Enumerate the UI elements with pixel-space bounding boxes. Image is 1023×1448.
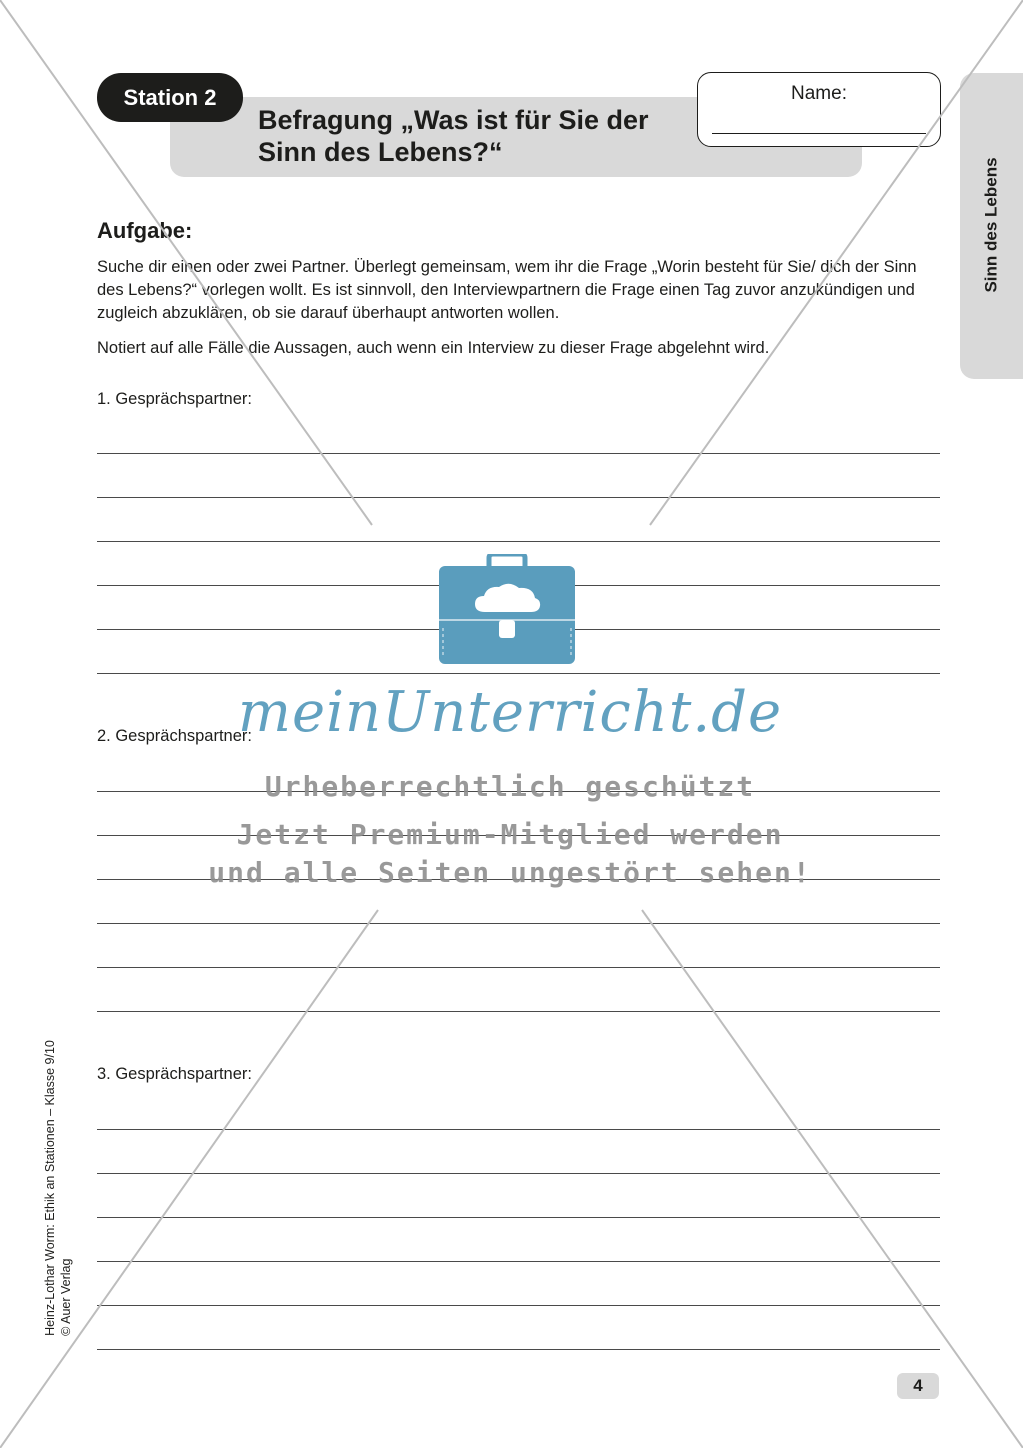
write-line[interactable]: [97, 923, 940, 924]
watermark-line-1: Urheberrechtlich geschützt: [264, 770, 756, 803]
publisher-credit: [28, 1020, 88, 1355]
station-badge: Station 2: [97, 73, 243, 122]
watermark-line: [642, 910, 1023, 1448]
briefcase-cloud-icon: [437, 554, 577, 666]
write-line[interactable]: [97, 673, 940, 674]
partner-2-label: 2. Gesprächspartner:: [97, 727, 252, 745]
write-line[interactable]: [97, 541, 940, 542]
write-line[interactable]: [97, 1129, 940, 1130]
side-tab-label-wrap: [960, 150, 1023, 300]
credit-line-2: © Auer Verlag: [59, 1258, 74, 1336]
write-line[interactable]: [97, 453, 940, 454]
name-field-box[interactable]: [697, 72, 941, 147]
write-line[interactable]: [97, 1305, 940, 1306]
watermark-line-2: Jetzt Premium-Mitglied werden: [236, 818, 784, 851]
task-paragraph-1: Suche dir einen oder zwei Partner. Überlegt gemeinsam, wem ihr die Frage „Worin besteht für Sie/ dich der Sinn des Lebens?“ vorlegen wollt. Es ist sinnvoll, den Interviewpartnern die Frage einen Tag zuvor anzukündigen und zugleich abzuklären, ob sie darauf überhaupt antworten wollen.: [97, 258, 917, 322]
title-line-2: Sinn des Lebens?“: [258, 137, 503, 167]
write-line[interactable]: [97, 1349, 940, 1350]
page-number: 4: [897, 1373, 939, 1399]
task-text: [97, 256, 942, 372]
task-heading: Aufgabe:: [97, 218, 193, 243]
partner-3-label: 3. Gesprächspartner:: [97, 1065, 252, 1083]
write-line[interactable]: [97, 1261, 940, 1262]
credit-line-1: Heinz-Lothar Worm: Ethik an Stationen – Klasse 9/10: [43, 1039, 58, 1336]
watermark-line-3: und alle Seiten ungestört sehen!: [208, 856, 812, 889]
partner-1-label: 1. Gesprächspartner:: [97, 390, 252, 408]
side-tab-label: Sinn des Lebens: [981, 157, 1001, 293]
name-label: Name:: [791, 83, 847, 104]
watermark-brand: meinUnterricht.de: [237, 680, 783, 745]
write-line[interactable]: [97, 497, 940, 498]
write-line[interactable]: [97, 1011, 940, 1012]
write-line[interactable]: [97, 967, 940, 968]
name-write-line[interactable]: [712, 133, 926, 134]
page-title: [258, 104, 698, 168]
write-line[interactable]: [97, 1217, 940, 1218]
task-paragraph-2: Notiert auf alle Fälle die Aussagen, auch wenn ein Interview zu dieser Frage abgelehnt wird.: [97, 339, 770, 357]
title-line-1: Befragung „Was ist für Sie der: [258, 105, 649, 135]
write-line[interactable]: [97, 1173, 940, 1174]
